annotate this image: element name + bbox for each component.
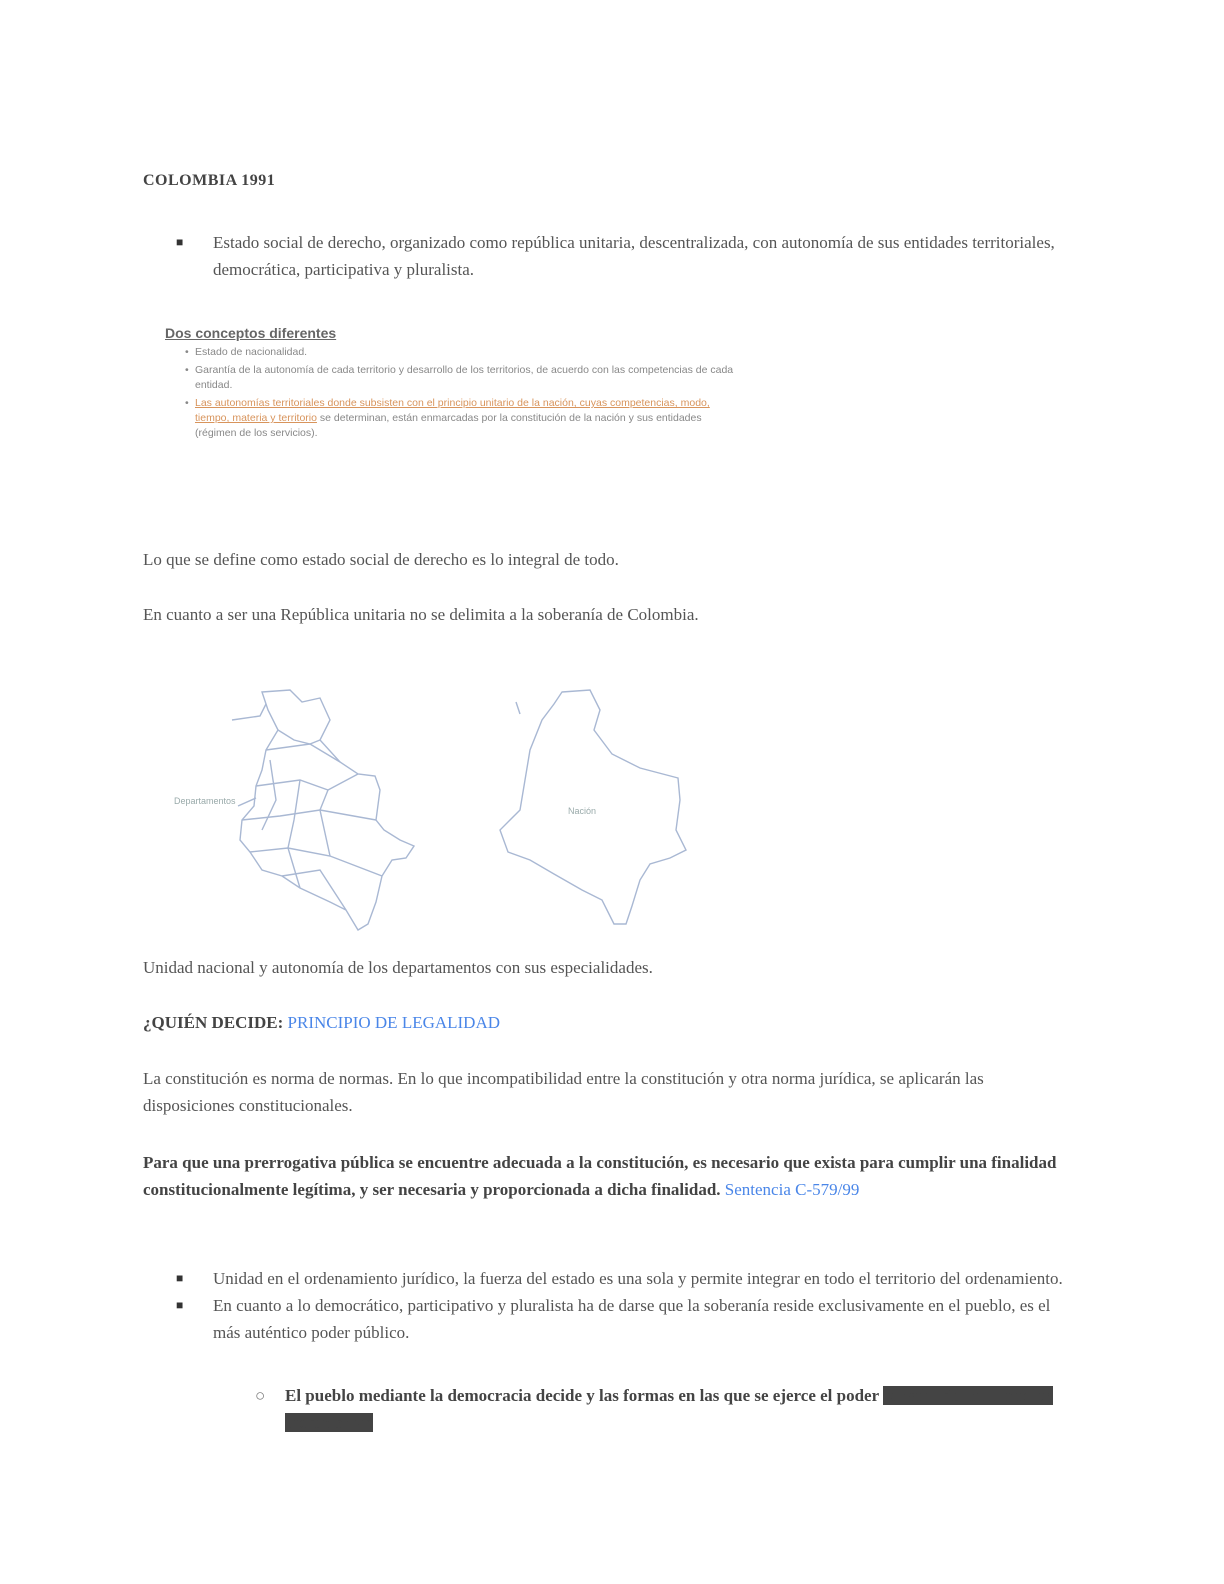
bullet-list-1	[143, 229, 1073, 283]
left-map-outline	[240, 690, 414, 930]
figure-caption: Unidad nacional y autonomía de los departamentos con sus especialidades.	[143, 958, 653, 977]
list-item: ■ En cuanto a lo democrático, participativo y pluralista ha de darse que la soberanía reside exclusivamente en el pueblo, es el más auténtico poder público.	[143, 1292, 1073, 1346]
list-item: ■ Estado social de derecho, organizado como república unitaria, descentralizada, con autonomía de sus entidades territoriales, democrática, participativa y pluralista.	[143, 229, 1073, 283]
left-map-label: Departamentos	[174, 796, 236, 806]
sentence-link[interactable]: Sentencia C-579/99	[724, 1180, 860, 1199]
department-line	[242, 810, 376, 820]
department-line	[266, 744, 340, 762]
note-rest: se determinan, están enmarcadas por la constitución de la nación y sus entidades (régimen de los servicios).	[195, 412, 702, 439]
hollow-bullet-icon: ○	[255, 1386, 266, 1405]
section-heading	[143, 1009, 1073, 1036]
section-heading-text: ¿QUIÉN DECIDE:	[143, 1013, 284, 1032]
note-highlight: Las autonomías territoriales donde subsisten con el principio unitario de la nación, cuyas competencias, modo, tiempo, materia y territorio	[195, 397, 710, 424]
bold-paragraph-text: Para que una prerrogativa pública se encuentre adecuada a la constitución, es necesario que exista para cumplir una finalidad constitucionalmente legítima, y ser necesaria y proporcionada a dicha finalidad.	[143, 1153, 1057, 1199]
department-line	[256, 774, 358, 790]
embedded-note	[165, 323, 745, 444]
department-line	[282, 870, 346, 910]
sub-bullet-plain: El pueblo mediante la democracia decide y las formas en las que se ejerce el poder	[285, 1386, 884, 1405]
page-title: COLOMBIA 1991	[143, 172, 276, 189]
paragraph: La constitución es norma de normas. En lo que incompatibilidad entre la constitución y otra norma jurídica, se aplicarán las disposiciones constitucionales.	[143, 1069, 984, 1115]
colombia-maps-figure	[170, 680, 710, 940]
island-shape	[516, 702, 520, 714]
maps-svg	[170, 680, 710, 940]
paragraph: Lo que se define como estado social de derecho es lo integral de todo.	[143, 550, 619, 569]
paragraph: En cuanto a ser una República unitaria no se delimita a la soberanía de Colombia.	[143, 605, 699, 624]
note-item: • Garantía de la autonomía de cada territorio y desarrollo de los territorios, de acuerdo con las competencias de cada entidad.	[195, 363, 745, 393]
sub-bullet	[255, 1382, 1065, 1436]
note-item: • Estado de nacionalidad.	[195, 345, 745, 360]
note-item	[195, 396, 745, 441]
label-leader-line	[238, 798, 256, 806]
bold-paragraph	[143, 1149, 1073, 1203]
island-shape	[232, 704, 266, 720]
department-line	[320, 790, 330, 856]
department-line	[288, 780, 300, 888]
list-item: ■ Unidad en el ordenamiento jurídico, la fuerza del estado es una sola y permite integrar en todo el territorio del ordenamiento.	[143, 1265, 1073, 1292]
selected-text: constitucionalmente los mecanismos	[285, 1386, 1053, 1432]
bullet-list-2	[143, 1265, 1073, 1346]
principle-link[interactable]: PRINCIPIO DE LEGALIDAD	[287, 1013, 501, 1032]
note-title: Dos conceptos diferentes	[165, 325, 337, 341]
department-line	[278, 730, 320, 744]
right-map-label: Nación	[568, 806, 597, 816]
sub-bullet-text	[255, 1382, 1065, 1436]
department-line	[262, 760, 276, 830]
